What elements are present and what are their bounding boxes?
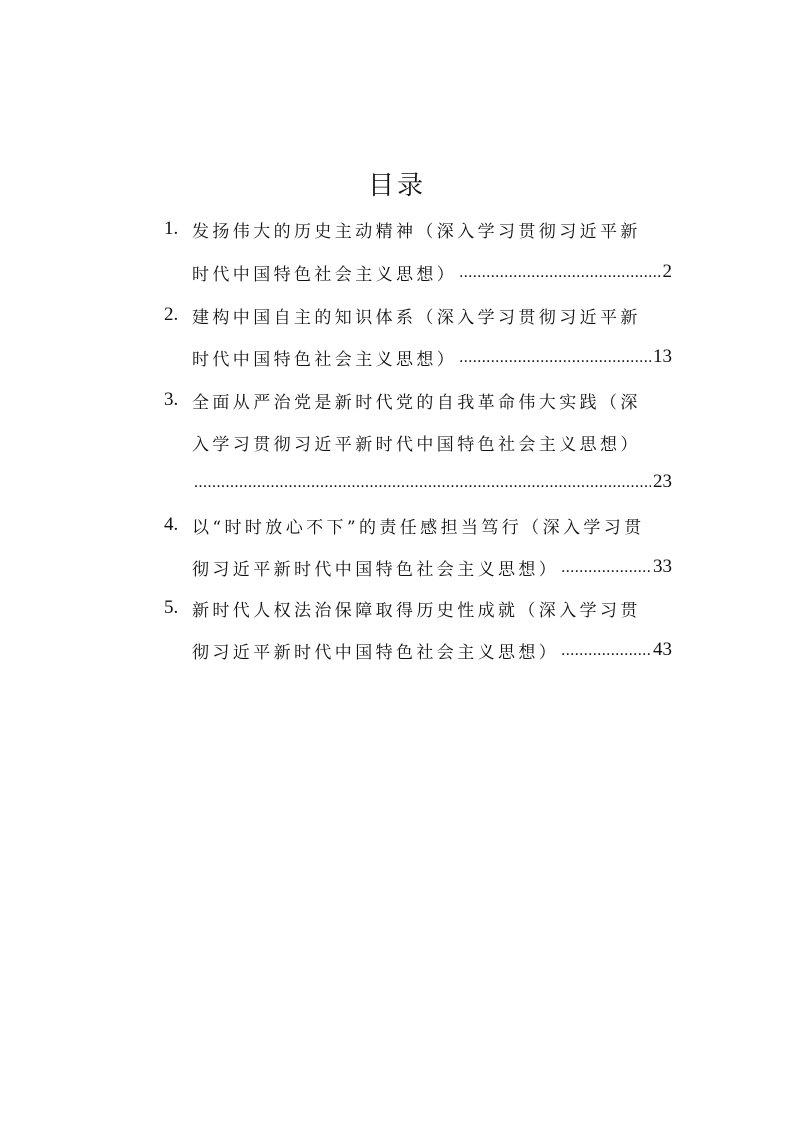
toc-entry-4[interactable] — [164, 505, 672, 545]
toc-entry-title: 以“时时放心不下”的责任感担当笃行（深入学习贯 — [192, 517, 645, 538]
toc-entry-2-continued[interactable] — [164, 337, 672, 377]
toc-entry-title-continued: 入学习贯彻习近平新时代中国特色社会主义思想） — [192, 434, 641, 455]
toc-dot-leader — [561, 642, 651, 660]
toc-page-number: 23 — [653, 471, 672, 492]
toc-entry-title-continued: 彻习近平新时代中国特色社会主义思想） — [192, 642, 560, 663]
toc-title: 目录 — [367, 171, 426, 201]
toc-entry-3-leader-line[interactable] — [164, 462, 672, 502]
toc-entry-number: 3. — [164, 389, 179, 410]
toc-entry-5[interactable] — [164, 588, 672, 628]
toc-entry-title: 发扬伟大的历史主动精神（深入学习贯彻习近平新 — [192, 221, 641, 242]
toc-dot-leader — [194, 474, 651, 492]
toc-entry-title-continued: 彻习近平新时代中国特色社会主义思想） — [192, 559, 560, 580]
toc-entry-title: 新时代人权法治保障取得历史性成就（深入学习贯 — [192, 600, 641, 621]
toc-entry-title: 全面从严治党是新时代党的自我革命伟大实践（深 — [192, 392, 641, 413]
toc-page-number: 2 — [662, 261, 672, 282]
toc-entry-title: 建构中国自主的知识体系（深入学习贯彻习近平新 — [192, 307, 641, 328]
toc-entry-3-continued[interactable] — [164, 422, 672, 462]
toc-page-number: 33 — [653, 556, 672, 577]
toc-dot-leader — [459, 264, 660, 282]
toc-entry-number: 5. — [164, 597, 179, 618]
toc-dot-leader — [561, 559, 651, 577]
toc-entry-3[interactable] — [164, 380, 672, 420]
toc-entry-number: 2. — [164, 304, 179, 325]
toc-entry-4-continued[interactable] — [164, 547, 672, 587]
toc-dot-leader — [459, 349, 651, 367]
toc-entry-5-continued[interactable] — [164, 630, 672, 670]
toc-entry-1-continued[interactable] — [164, 252, 672, 292]
toc-entry-1[interactable] — [164, 209, 672, 249]
toc-page-number: 13 — [653, 346, 672, 367]
toc-entry-title-continued: 时代中国特色社会主义思想） — [192, 264, 458, 285]
toc-page-number: 43 — [653, 639, 672, 660]
toc-entry-2[interactable] — [164, 295, 672, 335]
toc-entry-number: 1. — [164, 218, 179, 239]
toc-entry-number: 4. — [164, 514, 179, 535]
toc-entry-title-continued: 时代中国特色社会主义思想） — [192, 349, 458, 370]
